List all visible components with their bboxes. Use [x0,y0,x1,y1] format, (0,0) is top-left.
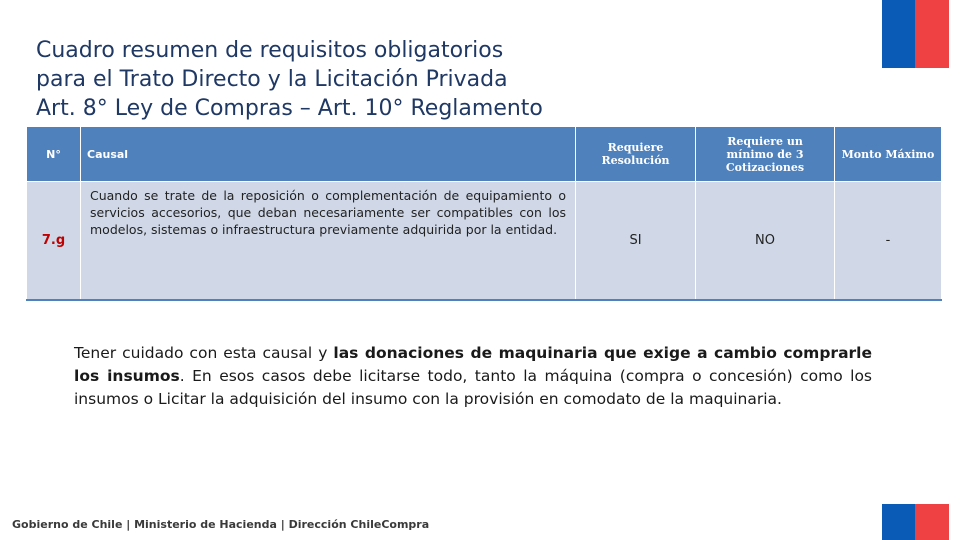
cell-cotizaciones: NO [696,182,835,301]
warning-note [74,342,872,411]
flag-blue-stripe [882,0,915,68]
table-header-row [27,127,942,182]
requirements-table [26,126,942,301]
header-requiere-cotizaciones: Requiere un mínimo de 3 Cotizaciones [696,127,835,182]
cell-causal: Cuando se trate de la reposición o complementación de equipamiento o servicios accesorios, que deban necesariamente ser compatibles con los modelos, sistemas o infraestructura previamente adquirida por la entidad. [81,182,576,301]
cell-resolucion: SI [576,182,696,301]
header-causal: Causal [81,127,576,182]
header-monto-maximo: Monto Máximo [835,127,942,182]
title-line-3: Art. 8° Ley de Compras – Art. 10° Reglamento [36,96,543,121]
chile-flag-logo-top [882,0,949,68]
title-line-1: Cuadro resumen de requisitos obligatorios [36,38,504,63]
flag-blue-stripe [882,504,915,540]
note-emphasis: las donaciones de maquinaria que exige a cambio comprarle los insumos [74,344,872,385]
title-line-2: para el Trato Directo y la Licitación Privada [36,67,508,92]
table-row [27,182,942,301]
header-requiere-resolucion: Requiere Resolución [576,127,696,182]
cell-monto: - [835,182,942,301]
header-number: N° [27,127,81,182]
slide-title [36,36,656,123]
footer-credit: Gobierno de Chile | Ministerio de Hacienda | Dirección ChileCompra [12,518,430,531]
flag-red-stripe [915,0,949,68]
flag-red-stripe [915,504,949,540]
chile-flag-logo-bottom [882,504,949,540]
note-text-end: . En esos casos debe licitarse todo, tanto la máquina (compra o concesión) como los insumos o Licitar la adquisición del insumo con la provisión en comodato de la maquinaria. [74,367,873,408]
cell-number: 7.g [27,182,81,301]
note-text-start: Tener cuidado con esta causal y [74,344,334,362]
